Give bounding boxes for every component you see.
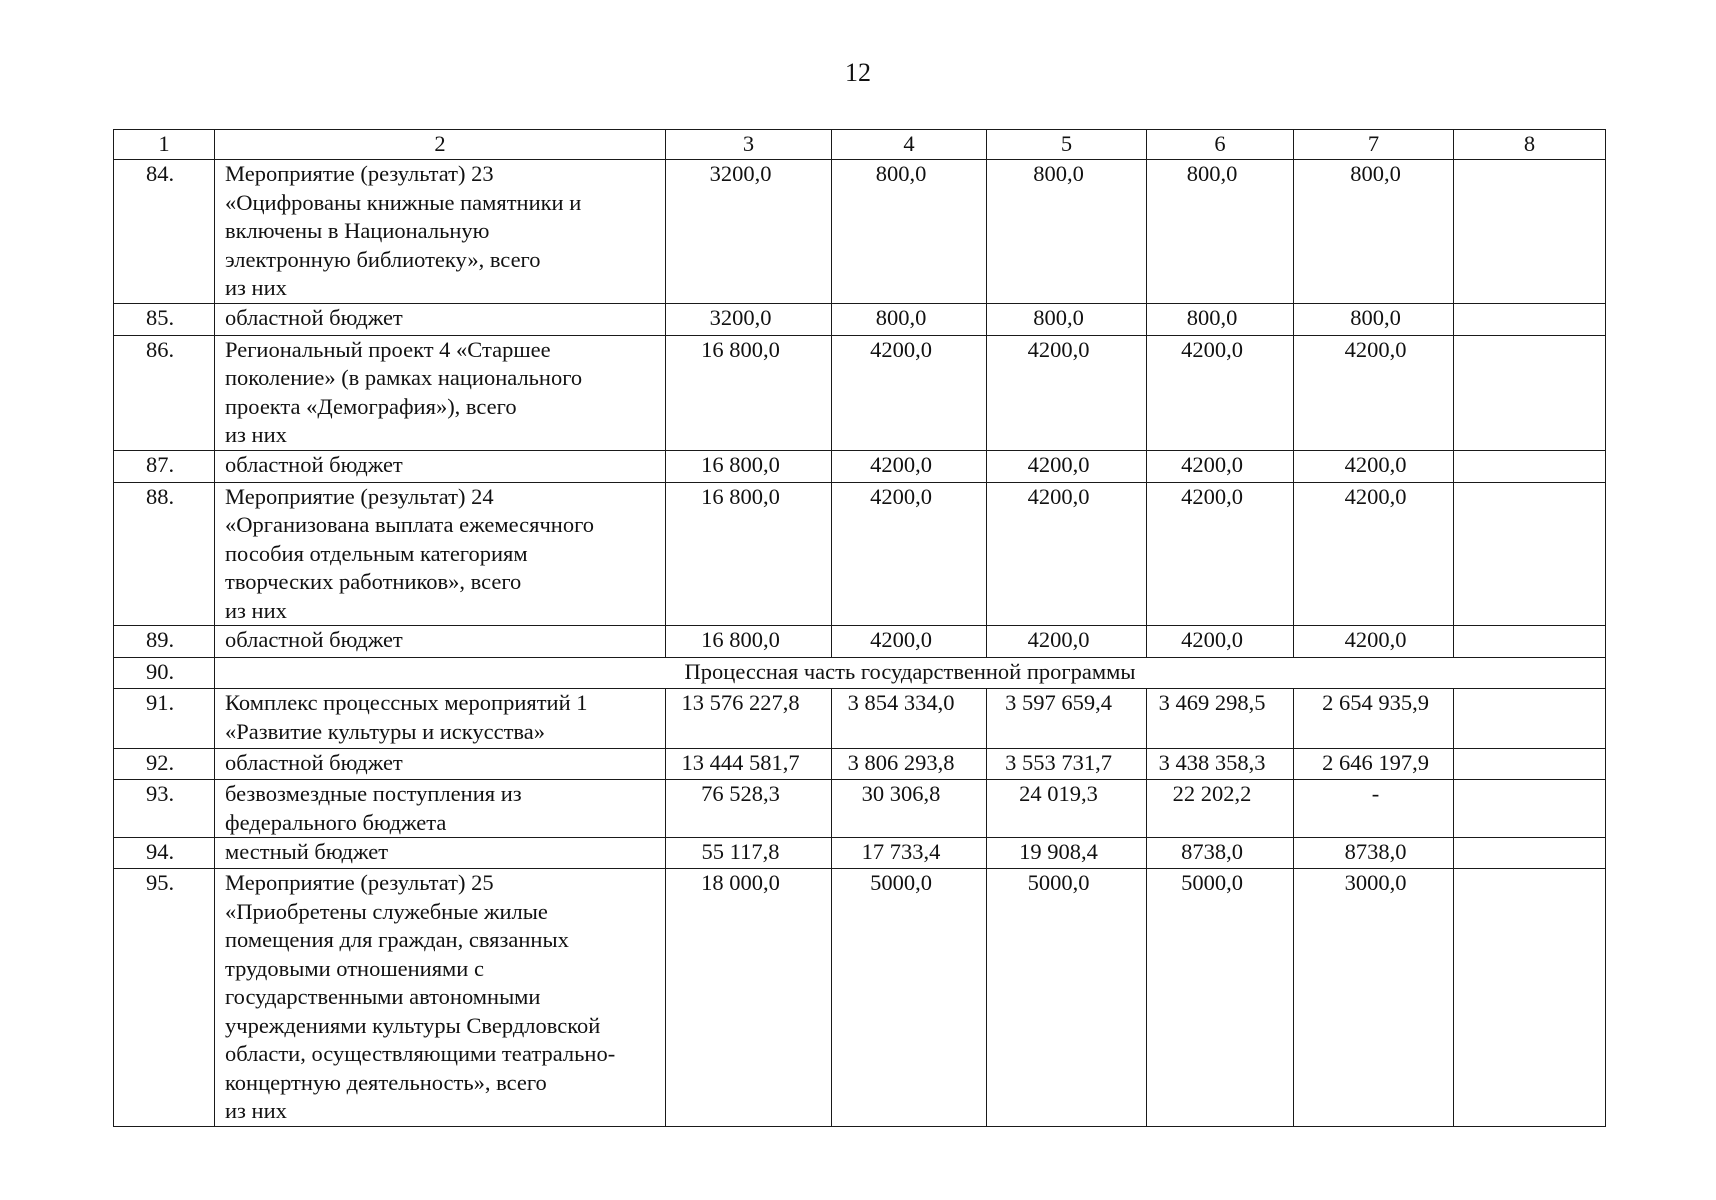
value-cell: 4200,0 xyxy=(987,482,1147,626)
row-name: Региональный проект 4 «Старшее поколение» (в рамках национального проекта «Демография»), всего из них xyxy=(215,335,666,450)
row-number: 85. xyxy=(114,303,215,335)
value-cell: 2 646 197,9 xyxy=(1294,749,1454,780)
column-header: 2 xyxy=(215,130,666,160)
table-row xyxy=(114,869,1606,1127)
value-cell: 4200,0 xyxy=(832,335,987,450)
value-cell: 5000,0 xyxy=(1147,869,1294,1127)
value-cell: 16 800,0 xyxy=(666,626,832,658)
value-cell: 16 800,0 xyxy=(666,335,832,450)
column-header: 1 xyxy=(114,130,215,160)
table-row xyxy=(114,160,1606,304)
value-cell: 800,0 xyxy=(1294,160,1454,304)
value-cell: 4200,0 xyxy=(1294,482,1454,626)
value-cell: 24 019,3 xyxy=(987,780,1147,838)
value-cell: - xyxy=(1294,780,1454,838)
budget-table xyxy=(113,129,1606,1127)
row-number: 88. xyxy=(114,482,215,626)
value-cell: 3200,0 xyxy=(666,303,832,335)
value-cell: 4200,0 xyxy=(1294,450,1454,482)
table-row xyxy=(114,749,1606,780)
value-cell: 4200,0 xyxy=(1147,482,1294,626)
value-cell: 22 202,2 xyxy=(1147,780,1294,838)
value-cell xyxy=(1454,869,1606,1127)
value-cell: 17 733,4 xyxy=(832,838,987,869)
value-cell: 4200,0 xyxy=(987,335,1147,450)
row-number: 90. xyxy=(114,658,215,689)
value-cell: 16 800,0 xyxy=(666,482,832,626)
section-row xyxy=(114,658,1606,689)
value-cell: 4200,0 xyxy=(1294,335,1454,450)
value-cell: 4200,0 xyxy=(1147,450,1294,482)
value-cell xyxy=(1454,482,1606,626)
value-cell: 3 553 731,7 xyxy=(987,749,1147,780)
row-name: безвозмездные поступления из федерального бюджета xyxy=(215,780,666,838)
row-number: 87. xyxy=(114,450,215,482)
value-cell: 30 306,8 xyxy=(832,780,987,838)
value-cell: 13 576 227,8 xyxy=(666,689,832,749)
value-cell: 3 806 293,8 xyxy=(832,749,987,780)
value-cell xyxy=(1454,749,1606,780)
value-cell: 16 800,0 xyxy=(666,450,832,482)
value-cell xyxy=(1454,450,1606,482)
value-cell: 4200,0 xyxy=(832,450,987,482)
column-header: 7 xyxy=(1294,130,1454,160)
value-cell: 800,0 xyxy=(832,160,987,304)
value-cell: 800,0 xyxy=(832,303,987,335)
value-cell: 8738,0 xyxy=(1294,838,1454,869)
row-name: Мероприятие (результат) 24 «Организована выплата ежемесячного пособия отдельным категориям творческих работников», всего из них xyxy=(215,482,666,626)
value-cell: 4200,0 xyxy=(832,482,987,626)
row-name: областной бюджет xyxy=(215,450,666,482)
value-cell: 3 438 358,3 xyxy=(1147,749,1294,780)
table-row xyxy=(114,838,1606,869)
value-cell xyxy=(1454,838,1606,869)
column-header: 3 xyxy=(666,130,832,160)
table-row xyxy=(114,335,1606,450)
value-cell: 4200,0 xyxy=(1147,335,1294,450)
table-row xyxy=(114,689,1606,749)
value-cell xyxy=(1454,160,1606,304)
row-number: 93. xyxy=(114,780,215,838)
value-cell: 800,0 xyxy=(1147,160,1294,304)
column-header: 5 xyxy=(987,130,1147,160)
value-cell: 3000,0 xyxy=(1294,869,1454,1127)
row-name: Комплекс процессных мероприятий 1 «Развитие культуры и искусства» xyxy=(215,689,666,749)
row-name: Мероприятие (результат) 23 «Оцифрованы книжные памятники и включены в Национальную электронную библиотеку», всего из них xyxy=(215,160,666,304)
value-cell: 800,0 xyxy=(987,303,1147,335)
column-header: 6 xyxy=(1147,130,1294,160)
table-row xyxy=(114,482,1606,626)
value-cell: 4200,0 xyxy=(1147,626,1294,658)
value-cell: 55 117,8 xyxy=(666,838,832,869)
row-name: областной бюджет xyxy=(215,303,666,335)
table-row xyxy=(114,626,1606,658)
value-cell xyxy=(1454,626,1606,658)
page-number: 12 xyxy=(845,58,871,87)
value-cell: 3 469 298,5 xyxy=(1147,689,1294,749)
row-name: областной бюджет xyxy=(215,749,666,780)
row-number: 86. xyxy=(114,335,215,450)
value-cell: 800,0 xyxy=(1294,303,1454,335)
value-cell: 800,0 xyxy=(987,160,1147,304)
value-cell: 13 444 581,7 xyxy=(666,749,832,780)
row-name: местный бюджет xyxy=(215,838,666,869)
row-number: 91. xyxy=(114,689,215,749)
table-header-row xyxy=(114,130,1606,160)
value-cell xyxy=(1454,780,1606,838)
value-cell: 5000,0 xyxy=(832,869,987,1127)
value-cell: 5000,0 xyxy=(987,869,1147,1127)
value-cell: 800,0 xyxy=(1147,303,1294,335)
value-cell: 4200,0 xyxy=(1294,626,1454,658)
value-cell: 4200,0 xyxy=(987,626,1147,658)
value-cell xyxy=(1454,335,1606,450)
row-number: 94. xyxy=(114,838,215,869)
value-cell xyxy=(1454,689,1606,749)
table-row xyxy=(114,450,1606,482)
value-cell: 4200,0 xyxy=(832,626,987,658)
row-name: Мероприятие (результат) 25 «Приобретены служебные жилые помещения для граждан, связанных трудовыми отношениями с государственными автономными учреждениями культуры Свердловской области, осуществляющими театрально- концертную деятельность», всего из них xyxy=(215,869,666,1127)
value-cell: 2 654 935,9 xyxy=(1294,689,1454,749)
row-number: 84. xyxy=(114,160,215,304)
table-row xyxy=(114,303,1606,335)
value-cell: 8738,0 xyxy=(1147,838,1294,869)
value-cell: 19 908,4 xyxy=(987,838,1147,869)
value-cell: 76 528,3 xyxy=(666,780,832,838)
value-cell xyxy=(1454,303,1606,335)
value-cell: 3 854 334,0 xyxy=(832,689,987,749)
column-header: 8 xyxy=(1454,130,1606,160)
row-number: 92. xyxy=(114,749,215,780)
value-cell: 3 597 659,4 xyxy=(987,689,1147,749)
value-cell: 3200,0 xyxy=(666,160,832,304)
value-cell: 4200,0 xyxy=(987,450,1147,482)
column-header: 4 xyxy=(832,130,987,160)
row-number: 95. xyxy=(114,869,215,1127)
row-name: областной бюджет xyxy=(215,626,666,658)
row-number: 89. xyxy=(114,626,215,658)
table-row xyxy=(114,780,1606,838)
value-cell: 18 000,0 xyxy=(666,869,832,1127)
section-title: Процессная часть государственной программы xyxy=(215,658,1606,689)
